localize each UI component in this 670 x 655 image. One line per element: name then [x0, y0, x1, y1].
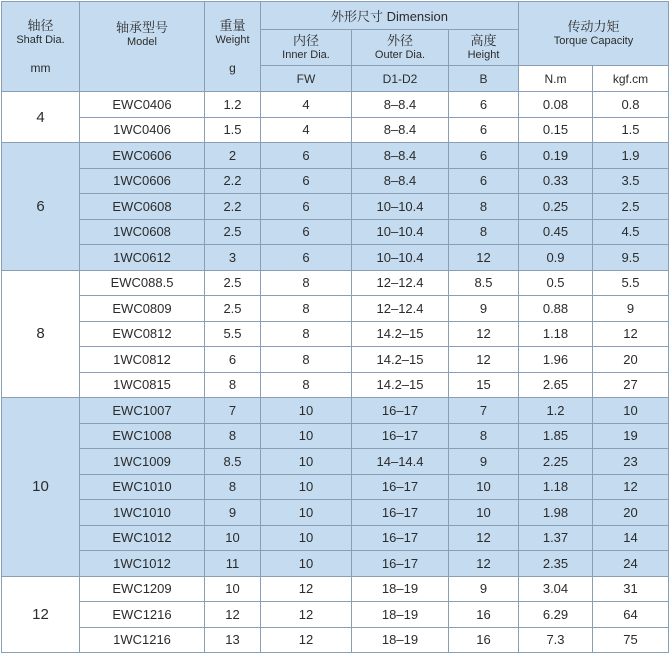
shaft-dia-cell: 6	[2, 143, 80, 271]
header-inner-dia: 内径 Inner Dia.	[261, 30, 352, 66]
torque-kgf-cell: 1.9	[593, 143, 669, 169]
torque-nm-cell: 0.08	[519, 92, 593, 118]
weight-cell: 8	[205, 372, 261, 398]
torque-nm-cell: 0.88	[519, 296, 593, 322]
header-unit-nm: N.m	[519, 66, 593, 92]
torque-nm-cell: 2.35	[519, 551, 593, 577]
table-row	[2, 347, 669, 373]
model-cell: 1WC0608	[80, 219, 205, 245]
torque-kgf-cell: 20	[593, 347, 669, 373]
weight-cell: 2	[205, 143, 261, 169]
weight-cell: 3	[205, 245, 261, 271]
height-cell: 9	[449, 449, 519, 475]
header-unit-kgf: kgf.cm	[593, 66, 669, 92]
torque-kgf-cell: 10	[593, 398, 669, 424]
weight-cell: 5.5	[205, 321, 261, 347]
torque-kgf-cell: 4.5	[593, 219, 669, 245]
table-body	[2, 92, 669, 653]
weight-cell: 8	[205, 423, 261, 449]
outer-dia-cell: 14.2–15	[352, 321, 449, 347]
inner-dia-cell: 10	[261, 398, 352, 424]
header-torque: 传动力矩 Torque Capacity	[519, 2, 669, 66]
torque-kgf-cell: 19	[593, 423, 669, 449]
inner-dia-cell: 4	[261, 117, 352, 143]
model-cell: EWC0608	[80, 194, 205, 220]
outer-dia-cell: 16–17	[352, 474, 449, 500]
outer-dia-cell: 10–10.4	[352, 245, 449, 271]
height-cell: 12	[449, 245, 519, 271]
torque-nm-cell: 1.98	[519, 500, 593, 526]
shaft-dia-cell: 10	[2, 398, 80, 577]
model-cell: EWC0809	[80, 296, 205, 322]
bearing-spec-table	[1, 1, 669, 653]
weight-cell: 1.2	[205, 92, 261, 118]
height-cell: 12	[449, 347, 519, 373]
torque-kgf-cell: 12	[593, 321, 669, 347]
table-row	[2, 602, 669, 628]
model-cell: 1WC0812	[80, 347, 205, 373]
shaft-dia-cell: 12	[2, 576, 80, 653]
model-cell: EWC0406	[80, 92, 205, 118]
torque-kgf-cell: 64	[593, 602, 669, 628]
inner-dia-cell: 10	[261, 500, 352, 526]
torque-kgf-cell: 5.5	[593, 270, 669, 296]
table-row	[2, 372, 669, 398]
table-row	[2, 423, 669, 449]
height-cell: 8	[449, 423, 519, 449]
height-cell: 8	[449, 219, 519, 245]
torque-kgf-cell: 9.5	[593, 245, 669, 271]
torque-nm-cell: 1.18	[519, 321, 593, 347]
table-row	[2, 627, 669, 653]
torque-nm-cell: 0.33	[519, 168, 593, 194]
inner-dia-cell: 6	[261, 143, 352, 169]
table-row	[2, 296, 669, 322]
inner-dia-cell: 8	[261, 270, 352, 296]
shaft-dia-cell: 4	[2, 92, 80, 143]
header-model: 轴承型号 Model	[80, 2, 205, 92]
inner-dia-cell: 8	[261, 321, 352, 347]
inner-dia-cell: 8	[261, 347, 352, 373]
torque-nm-cell: 1.85	[519, 423, 593, 449]
torque-kgf-cell: 14	[593, 525, 669, 551]
inner-dia-cell: 8	[261, 372, 352, 398]
height-cell: 6	[449, 143, 519, 169]
torque-nm-cell: 1.18	[519, 474, 593, 500]
height-cell: 8	[449, 194, 519, 220]
header-weight: 重量 Weight g	[205, 2, 261, 92]
table-row	[2, 194, 669, 220]
weight-cell: 1.5	[205, 117, 261, 143]
outer-dia-cell: 8–8.4	[352, 168, 449, 194]
model-cell: EWC088.5	[80, 270, 205, 296]
height-cell: 12	[449, 321, 519, 347]
torque-nm-cell: 1.2	[519, 398, 593, 424]
header-unit-fw: FW	[261, 66, 352, 92]
height-cell: 12	[449, 525, 519, 551]
weight-cell: 2.2	[205, 194, 261, 220]
torque-kgf-cell: 75	[593, 627, 669, 653]
outer-dia-cell: 12–12.4	[352, 270, 449, 296]
weight-cell: 8	[205, 474, 261, 500]
table-row	[2, 92, 669, 118]
model-cell: 1WC0606	[80, 168, 205, 194]
height-cell: 7	[449, 398, 519, 424]
height-cell: 9	[449, 296, 519, 322]
inner-dia-cell: 12	[261, 627, 352, 653]
inner-dia-cell: 6	[261, 219, 352, 245]
weight-cell: 10	[205, 576, 261, 602]
inner-dia-cell: 12	[261, 576, 352, 602]
height-cell: 15	[449, 372, 519, 398]
outer-dia-cell: 18–19	[352, 576, 449, 602]
torque-nm-cell: 0.45	[519, 219, 593, 245]
torque-nm-cell: 0.5	[519, 270, 593, 296]
height-cell: 12	[449, 551, 519, 577]
header-unit-b: B	[449, 66, 519, 92]
table-row	[2, 449, 669, 475]
model-cell: 1WC1010	[80, 500, 205, 526]
height-cell: 9	[449, 576, 519, 602]
inner-dia-cell: 10	[261, 474, 352, 500]
table-row	[2, 117, 669, 143]
inner-dia-cell: 6	[261, 245, 352, 271]
table-row	[2, 143, 669, 169]
weight-cell: 9	[205, 500, 261, 526]
weight-cell: 2.2	[205, 168, 261, 194]
model-cell: 1WC0406	[80, 117, 205, 143]
model-cell: EWC1012	[80, 525, 205, 551]
torque-nm-cell: 0.15	[519, 117, 593, 143]
torque-kgf-cell: 12	[593, 474, 669, 500]
torque-kgf-cell: 27	[593, 372, 669, 398]
table-row	[2, 398, 669, 424]
table-row	[2, 168, 669, 194]
outer-dia-cell: 14–14.4	[352, 449, 449, 475]
weight-cell: 2.5	[205, 296, 261, 322]
height-cell: 6	[449, 168, 519, 194]
torque-nm-cell: 1.37	[519, 525, 593, 551]
header-outer-dia: 外径 Outer Dia.	[352, 30, 449, 66]
header-shaft-dia: 轴径 Shaft Dia. mm	[2, 2, 80, 92]
inner-dia-cell: 6	[261, 168, 352, 194]
table-row	[2, 270, 669, 296]
table-row	[2, 245, 669, 271]
torque-kgf-cell: 31	[593, 576, 669, 602]
inner-dia-cell: 10	[261, 525, 352, 551]
torque-nm-cell: 0.19	[519, 143, 593, 169]
height-cell: 6	[449, 117, 519, 143]
weight-cell: 13	[205, 627, 261, 653]
weight-cell: 6	[205, 347, 261, 373]
outer-dia-cell: 8–8.4	[352, 92, 449, 118]
torque-nm-cell: 6.29	[519, 602, 593, 628]
header-height: 高度 Height	[449, 30, 519, 66]
inner-dia-cell: 10	[261, 551, 352, 577]
outer-dia-cell: 16–17	[352, 398, 449, 424]
model-cell: 1WC1216	[80, 627, 205, 653]
torque-nm-cell: 0.9	[519, 245, 593, 271]
outer-dia-cell: 16–17	[352, 551, 449, 577]
inner-dia-cell: 12	[261, 602, 352, 628]
table-row	[2, 321, 669, 347]
torque-kgf-cell: 24	[593, 551, 669, 577]
torque-nm-cell: 2.25	[519, 449, 593, 475]
outer-dia-cell: 12–12.4	[352, 296, 449, 322]
model-cell: EWC1010	[80, 474, 205, 500]
inner-dia-cell: 4	[261, 92, 352, 118]
torque-kgf-cell: 1.5	[593, 117, 669, 143]
table-row	[2, 576, 669, 602]
outer-dia-cell: 16–17	[352, 500, 449, 526]
model-cell: EWC1008	[80, 423, 205, 449]
inner-dia-cell: 8	[261, 296, 352, 322]
outer-dia-cell: 10–10.4	[352, 194, 449, 220]
header-unit-d1d2: D1-D2	[352, 66, 449, 92]
inner-dia-cell: 6	[261, 194, 352, 220]
table-row	[2, 500, 669, 526]
outer-dia-cell: 18–19	[352, 627, 449, 653]
weight-cell: 7	[205, 398, 261, 424]
table-row	[2, 474, 669, 500]
weight-cell: 12	[205, 602, 261, 628]
model-cell: EWC0812	[80, 321, 205, 347]
model-cell: 1WC0612	[80, 245, 205, 271]
height-cell: 6	[449, 92, 519, 118]
torque-kgf-cell: 20	[593, 500, 669, 526]
height-cell: 8.5	[449, 270, 519, 296]
model-cell: EWC1007	[80, 398, 205, 424]
torque-nm-cell: 0.25	[519, 194, 593, 220]
weight-cell: 8.5	[205, 449, 261, 475]
torque-nm-cell: 2.65	[519, 372, 593, 398]
inner-dia-cell: 10	[261, 449, 352, 475]
height-cell: 16	[449, 627, 519, 653]
table-row	[2, 551, 669, 577]
model-cell: 1WC0815	[80, 372, 205, 398]
weight-cell: 11	[205, 551, 261, 577]
table-row	[2, 525, 669, 551]
model-cell: 1WC1009	[80, 449, 205, 475]
torque-nm-cell: 7.3	[519, 627, 593, 653]
outer-dia-cell: 18–19	[352, 602, 449, 628]
height-cell: 16	[449, 602, 519, 628]
model-cell: 1WC1012	[80, 551, 205, 577]
torque-kgf-cell: 2.5	[593, 194, 669, 220]
torque-kgf-cell: 9	[593, 296, 669, 322]
outer-dia-cell: 8–8.4	[352, 143, 449, 169]
outer-dia-cell: 16–17	[352, 423, 449, 449]
outer-dia-cell: 16–17	[352, 525, 449, 551]
height-cell: 10	[449, 500, 519, 526]
torque-kgf-cell: 0.8	[593, 92, 669, 118]
model-cell: EWC1216	[80, 602, 205, 628]
torque-nm-cell: 3.04	[519, 576, 593, 602]
weight-cell: 2.5	[205, 219, 261, 245]
height-cell: 10	[449, 474, 519, 500]
outer-dia-cell: 14.2–15	[352, 372, 449, 398]
shaft-dia-cell: 8	[2, 270, 80, 398]
table-row	[2, 219, 669, 245]
outer-dia-cell: 10–10.4	[352, 219, 449, 245]
outer-dia-cell: 14.2–15	[352, 347, 449, 373]
inner-dia-cell: 10	[261, 423, 352, 449]
torque-nm-cell: 1.96	[519, 347, 593, 373]
model-cell: EWC0606	[80, 143, 205, 169]
table-header	[2, 2, 669, 92]
torque-kgf-cell: 3.5	[593, 168, 669, 194]
outer-dia-cell: 8–8.4	[352, 117, 449, 143]
header-dimension: 外形尺寸 Dimension	[261, 2, 519, 30]
torque-kgf-cell: 23	[593, 449, 669, 475]
weight-cell: 10	[205, 525, 261, 551]
model-cell: EWC1209	[80, 576, 205, 602]
weight-cell: 2.5	[205, 270, 261, 296]
